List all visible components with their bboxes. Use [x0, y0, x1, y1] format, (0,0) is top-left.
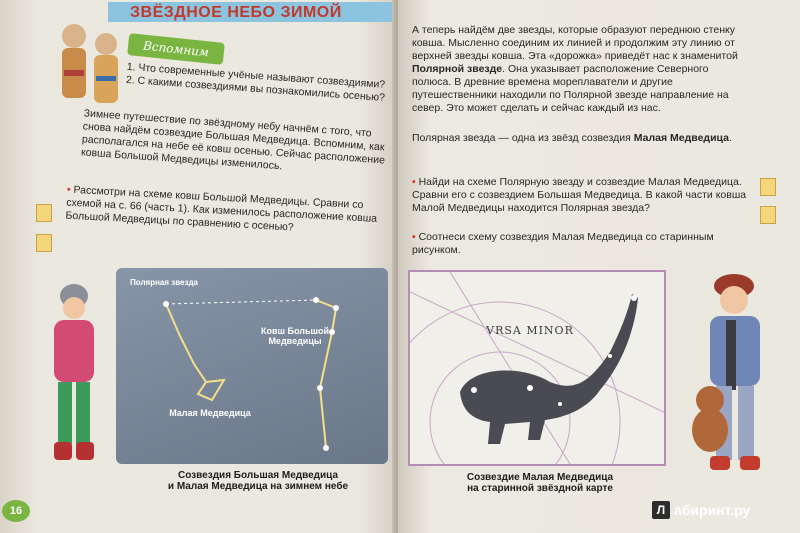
- labirint-logo-icon: Л: [652, 501, 670, 519]
- task-marker-icon: [760, 206, 776, 224]
- task-marker-icon: [36, 204, 52, 222]
- task-compare: [412, 231, 752, 257]
- watermark-text: абиринт.ру: [674, 502, 751, 518]
- polar-star-label: Полярная звезда: [130, 278, 198, 287]
- para2-bold: Малая Медведица: [633, 132, 729, 144]
- diagram-caption-line2: и Малая Медведица на зимнем небе: [167, 481, 349, 492]
- bullet-icon: •: [66, 183, 74, 196]
- task-find-polar-text: Найди на схеме Полярную звезду и созвездие Малая Медведица. Сравни его с созвездием Большая Медведица. В какой части ковша Малой Медведицы находится Полярная звезда?: [412, 176, 747, 214]
- review-questions: 1. Что современные учёные называют созвездиями? 2. С какими созвездиями вы познакомились осенью?: [125, 60, 386, 104]
- ursa-minor-drawing: [410, 272, 664, 464]
- left-page: [0, 0, 398, 533]
- ursa-minor-label: VRSA MINOR: [486, 324, 574, 337]
- polar-star-paragraph: [412, 24, 750, 115]
- task-diagram: [65, 184, 389, 240]
- map-caption-line2: на старинной звёздной карте: [467, 483, 613, 494]
- constellation-diagram: [116, 268, 388, 464]
- remember-label: Вспомним: [127, 33, 225, 65]
- labirint-watermark: [652, 498, 792, 522]
- map-caption-line1: Созвездие Малая Медведица: [466, 472, 614, 483]
- diagram-caption-line1: Созвездия Большая Медведица: [177, 470, 339, 481]
- bullet-icon: •: [412, 231, 419, 243]
- dolls-illustration: [52, 18, 128, 114]
- task-find-polar: [412, 176, 752, 215]
- para1-end: . Она указывает расположение Северного полюса. В древние времена мореплаватели и другие путешественники находили по Полярной звезде направление на север. Это может сделать и сейчас каждый из нас.: [412, 63, 729, 114]
- diagram-caption: [138, 470, 378, 492]
- big-dipper-label: Ковш Большой Медведицы: [260, 326, 330, 346]
- para2-text: Полярная звезда — одна из звёзд созвездия: [412, 132, 631, 144]
- para1-text: А теперь найдём две звезды, которые образуют переднюю стенку ковша. Мысленно соединим их линией и продолжим эту линию от верхней звезды ковша. Эта «дорожка» приведёт нас к знаменитой: [412, 24, 738, 62]
- constellation-lines: [116, 268, 388, 464]
- task-marker-icon: [760, 178, 776, 196]
- task-diagram-text: Рассмотри на схеме ковш Большой Медведицы. Сравни со схемой на с. 66 (часть 1). Как изменилось расположение ковша Большой Медведицы по сравнению с осенью?: [65, 183, 378, 234]
- page-number: 16: [2, 500, 30, 522]
- page-title: ЗВЁЗДНОЕ НЕБО ЗИМОЙ: [130, 4, 342, 21]
- map-caption: [430, 472, 650, 494]
- girl-illustration: [42, 282, 106, 478]
- boy-with-teddy-illustration: [690, 270, 790, 480]
- task-compare-text: Соотнеси схему созвездия Малая Медведица со старинным рисунком.: [412, 231, 714, 256]
- old-star-map: [408, 270, 666, 466]
- para1-bold: Полярной звезде: [412, 63, 503, 75]
- intro-paragraph: Зимнее путешествие по звёздному небу начнём с того, что снова найдём созвездие Большая Медведица. Вспомним, как располагался на небе её ковш осенью. Сейчас расположение ковша Большой Медведицы изменилось.: [80, 107, 386, 173]
- bullet-icon: •: [412, 176, 419, 188]
- task-marker-icon: [36, 234, 52, 252]
- small-bear-paragraph: Полярная звезда — одна из звёзд созвездия Малая Медведица.: [412, 132, 732, 144]
- small-bear-label: Малая Медведица: [169, 408, 251, 418]
